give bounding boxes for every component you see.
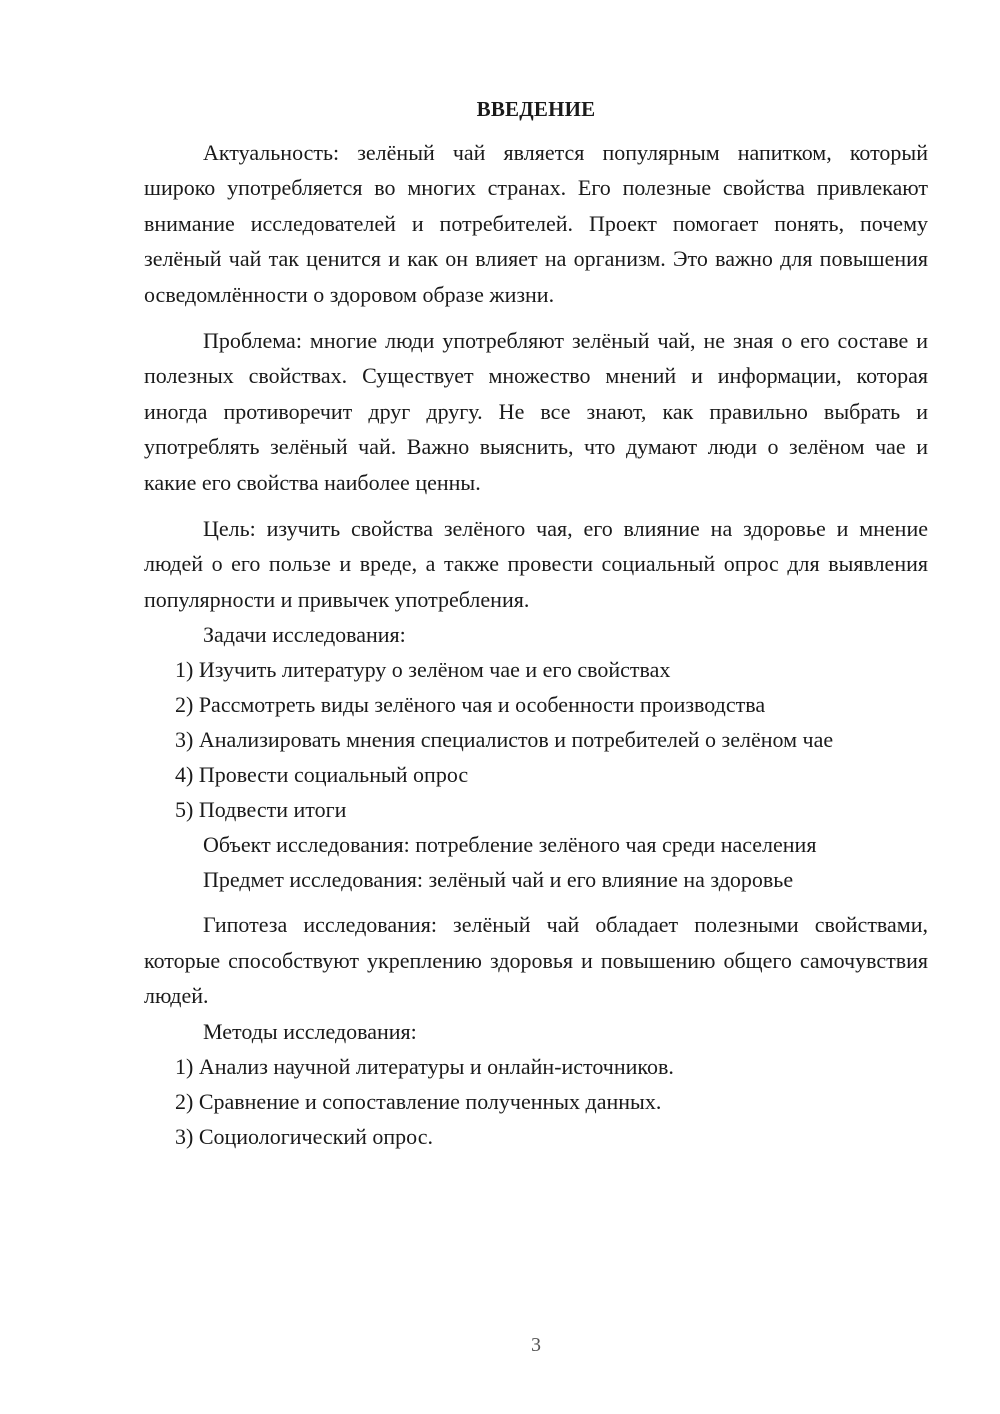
- problem-paragraph: Проблема: многие люди употребляют зелёный чай, не зная о его составе и полезных свойствах. Существует множество мнений и информации, которая иногда противоречит друг другу. Не все знают, как правильно выбрать и употреблять зелёный чай. Важно выяснить, что думают люди о зелёном чае и какие его свойства наиболее ценны.: [144, 328, 928, 495]
- methods-label: Методы исследования:: [203, 1018, 417, 1044]
- task-item-4: 4) Провести социальный опрос: [175, 762, 469, 788]
- task-item-2: 2) Рассмотреть виды зелёного чая и особенности производства: [175, 692, 766, 718]
- research-object: Объект исследования: потребление зелёного чая среди населения: [203, 832, 817, 858]
- page-number: 3: [531, 1334, 541, 1356]
- hypothesis-paragraph: Гипотеза исследования: зелёный чай обладает полезными свойствами, которые способствуют укреплению здоровья и повышению общего самочувствия людей.: [144, 912, 928, 1009]
- page-content: [144, 92, 928, 1154]
- relevance-paragraph: Актуальность: зелёный чай является популярным напитком, который широко употребляется во многих странах. Его полезные свойства привлекают внимание исследователей и потребителей. Проект помогает понять, почему зелёный чай так ценится и как он влияет на организм. Это важно для повышения осведомлённости о здоровом образе жизни.: [144, 140, 928, 307]
- task-item-5: 5) Подвести итоги: [175, 797, 347, 823]
- method-item-1: 1) Анализ научной литературы и онлайн-источников.: [175, 1053, 674, 1079]
- research-subject: Предмет исследования: зелёный чай и его влияние на здоровье: [203, 867, 794, 893]
- method-item-2: 2) Сравнение и сопоставление полученных данных.: [175, 1088, 662, 1114]
- page-title: ВВЕДЕНИЕ: [476, 97, 596, 121]
- method-item-3: 3) Социологический опрос.: [175, 1123, 433, 1149]
- tasks-label: Задачи исследования:: [203, 622, 406, 648]
- goal-paragraph: Цель: изучить свойства зелёного чая, его влияние на здоровье и мнение людей о его пользе и вреде, а также провести социальный опрос для выявления популярности и привычек употребления.: [144, 516, 928, 612]
- task-item-1: 1) Изучить литературу о зелёном чае и его свойствах: [175, 657, 671, 683]
- task-item-3: 3) Анализировать мнения специалистов и потребителей о зелёном чае: [175, 727, 834, 753]
